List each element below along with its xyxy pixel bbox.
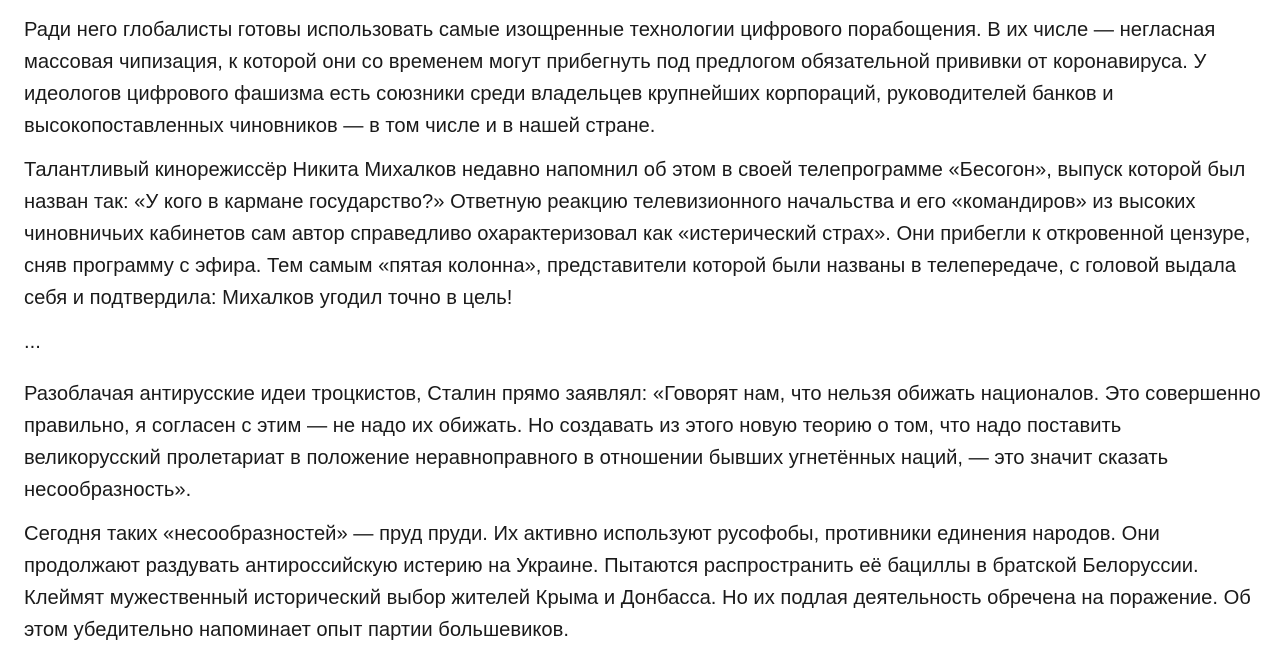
paragraph-ellipsis: ... — [24, 331, 41, 353]
paragraph-stalin-quote: Разоблачая антирусские идеи троцкистов, Сталин прямо заявлял: «Говорят нам, что нельзя обижать националов. Это совершенно правильно, я согласен с этим — не надо их обижать. Но создавать из этого новую теорию о том, что надо поставить великорусский пролетариат в положение неравноправного в отношении бывших угнетённых наций, — это значит сказать несообразность». — [24, 383, 1261, 501]
paragraph-russophobes: Сегодня таких «несообразностей» — пруд пруди. Их активно используют русофобы, противники единения народов. Они продолжают раздувать антироссийскую истерию на Украине. Пытаются распространить её бациллы в братской Белоруссии. Клеймят мужественный исторический выбор жителей Крыма и Донбасса. Но их подлая деятельность обречена на поражение. Об этом убедительно напоминает опыт партии большевиков. — [24, 523, 1251, 641]
paragraph-globalists: Ради него глобалисты готовы использовать самые изощренные технологии цифрового порабощения. В их числе — негласная массовая чипизация, к которой они со временем могут прибегнуть под предлогом обязательной прививки от коронавируса. У идеологов цифрового фашизма есть союзники среди владельцев крупнейших корпораций, руководителей банков и высокопоставленных чиновников — в том числе и в нашей стране. — [24, 19, 1216, 137]
paragraph-mikhalkov: Талантливый кинорежиссёр Никита Михалков недавно напомнил об этом в своей телепрограмме «Бесогон», выпуск которой был назван так: «У кого в кармане государство?» Ответную реакцию телевизионного начальства и его «командиров» из высоких чиновничьих кабинетов сам автор справедливо охарактеризовал как «истерический страх». Они прибегли к откровенной цензуре, сняв программу с эфира. Тем самым «пятая колонна», представители которой были названы в телепередаче, с головой выдала себя и подтвердила: Михалков угодил точно в цель! — [24, 159, 1251, 309]
